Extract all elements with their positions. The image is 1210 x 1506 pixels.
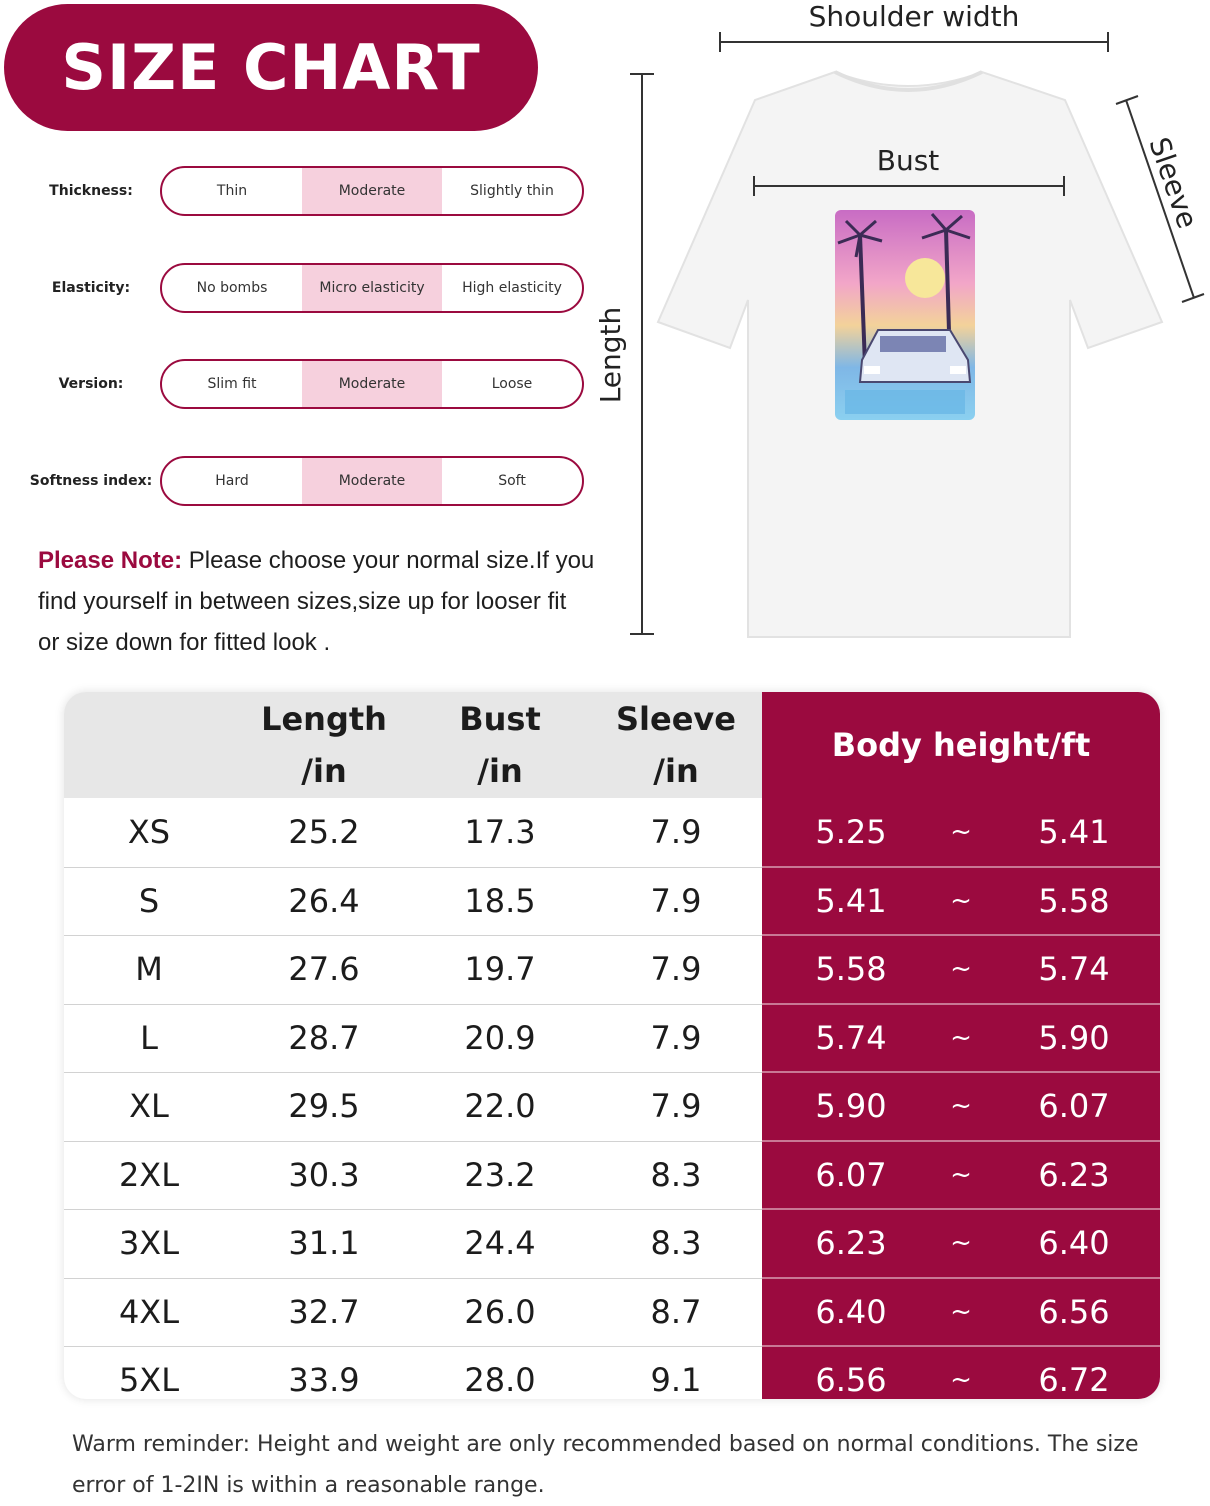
- note-line: find yourself in between sizes,size up for looser fit: [38, 588, 567, 615]
- page-title: SIZE CHART: [61, 31, 481, 104]
- table-cell-tilde: ~: [950, 954, 972, 984]
- table-cell-sleeve: 7.9: [650, 813, 702, 851]
- attr-option: Loose: [491, 376, 533, 392]
- table-cell-size: XS: [127, 813, 171, 851]
- note-line: Please choose your normal size.If you: [182, 547, 595, 574]
- attr-elasticity-scale: [160, 263, 584, 313]
- table-cell-sleeve: 8.3: [650, 1224, 702, 1262]
- table-cell-length: 32.7: [288, 1292, 360, 1331]
- size-note: [38, 540, 598, 663]
- table-cell-length: 30.3: [288, 1155, 360, 1194]
- table-cell-tilde: ~: [950, 817, 972, 847]
- attr-thickness-scale: [160, 166, 584, 216]
- bust-label: Bust: [876, 144, 940, 177]
- attr-label-version: Version:: [58, 376, 124, 392]
- table-cell-sleeve: 7.9: [650, 1018, 702, 1057]
- attr-option-selected: Micro elasticity: [302, 265, 442, 311]
- sleeve-column-header: [586, 692, 766, 798]
- header-line: Length: [261, 700, 387, 738]
- table-cell-tilde: ~: [950, 1159, 972, 1190]
- attr-option: Slim fit: [207, 376, 257, 392]
- header-line: Bust: [459, 700, 541, 738]
- table-cell-bust: 19.7: [464, 950, 536, 988]
- table-cell-size: XL: [129, 1087, 169, 1125]
- reminder-line: Warm reminder: Height and weight are only recommended based on normal conditions. The size: [72, 1432, 1139, 1457]
- body-height-header: Body height/ft: [762, 692, 1160, 798]
- attr-option: Slightly thin: [470, 183, 554, 199]
- table-cell-bust: 24.4: [464, 1224, 536, 1262]
- attr-option-selected: Moderate: [302, 361, 442, 407]
- attr-option: Soft: [498, 473, 526, 489]
- attr-option-selected: Moderate: [302, 168, 442, 214]
- table-cell-tilde: ~: [950, 1022, 972, 1053]
- table-cell-h-max: 5.58: [1038, 881, 1110, 920]
- header-line: /in: [653, 752, 699, 790]
- header-line: /in: [301, 752, 347, 790]
- table-cell-sleeve: 8.3: [650, 1155, 702, 1194]
- attr-option: Thin: [216, 183, 248, 199]
- table-cell-tilde: ~: [950, 1091, 972, 1121]
- table-cell-h-min: 6.56: [815, 1361, 887, 1399]
- table-cell-h-min: 6.07: [815, 1155, 887, 1194]
- table-cell-size: 5XL: [118, 1361, 180, 1399]
- table-cell-tilde: ~: [950, 885, 972, 916]
- note-highlight: Please Note:: [38, 547, 183, 574]
- table-cell-h-max: 6.23: [1038, 1155, 1110, 1194]
- attr-option: No bombs: [196, 280, 268, 296]
- header-line: /in: [477, 752, 523, 790]
- header-line: Sleeve: [616, 700, 736, 738]
- table-cell-h-min: 5.41: [815, 881, 887, 920]
- table-cell-length: 27.6: [288, 950, 360, 988]
- table-cell-sleeve: 8.7: [650, 1292, 702, 1331]
- table-cell-length: 28.7: [288, 1018, 360, 1057]
- attr-option: Hard: [215, 473, 249, 489]
- table-cell-bust: 18.5: [464, 881, 536, 920]
- table-cell-h-min: 5.74: [815, 1018, 887, 1057]
- table-cell-sleeve: 7.9: [650, 881, 702, 920]
- shoulder-measure-line: [712, 30, 1116, 54]
- table-cell-size: 4XL: [118, 1292, 180, 1331]
- table-cell-h-max: 5.41: [1038, 813, 1110, 851]
- size-chart-title-badge: [4, 4, 538, 131]
- table-cell-length: 25.2: [288, 813, 360, 851]
- attr-version-scale: [160, 359, 584, 409]
- table-cell-size: 2XL: [118, 1155, 180, 1194]
- bust-column-header: [410, 692, 590, 798]
- table-cell-bust: 17.3: [464, 813, 536, 851]
- table-cell-size: S: [138, 881, 160, 920]
- table-cell-tilde: ~: [950, 1296, 972, 1327]
- attr-label-softness: Softness index:: [29, 473, 153, 489]
- table-cell-bust: 28.0: [464, 1361, 536, 1399]
- table-cell-length: 29.5: [288, 1087, 360, 1125]
- table-cell-length: 33.9: [288, 1361, 360, 1399]
- attr-option: High elasticity: [462, 280, 562, 296]
- table-cell-h-max: 6.56: [1038, 1292, 1110, 1331]
- attr-label-elasticity: Elasticity:: [51, 280, 131, 296]
- shoulder-width-label: Shoulder width: [808, 0, 1020, 33]
- table-cell-h-min: 5.90: [815, 1087, 887, 1125]
- table-cell-h-max: 6.07: [1038, 1087, 1110, 1125]
- length-column-header: [234, 692, 414, 798]
- size-table: [64, 692, 1160, 1399]
- table-cell-length: 31.1: [288, 1224, 360, 1262]
- table-cell-h-min: 5.58: [815, 950, 887, 988]
- table-cell-sleeve: 7.9: [650, 950, 702, 988]
- attr-softness-scale: [160, 456, 584, 506]
- table-cell-sleeve: 7.9: [650, 1087, 702, 1125]
- reminder-line: error of 1-2IN is within a reasonable range.: [72, 1473, 545, 1498]
- table-cell-h-min: 5.25: [815, 813, 887, 851]
- table-cell-h-max: 5.90: [1038, 1018, 1110, 1057]
- note-line: or size down for fitted look .: [38, 629, 331, 656]
- table-cell-h-min: 6.40: [815, 1292, 887, 1331]
- table-cell-h-max: 6.40: [1038, 1224, 1110, 1262]
- attr-option-selected: Moderate: [302, 458, 442, 504]
- table-cell-h-max: 5.74: [1038, 950, 1110, 988]
- table-cell-size: L: [140, 1018, 158, 1057]
- table-cell-sleeve: 9.1: [650, 1361, 702, 1399]
- table-cell-bust: 20.9: [464, 1018, 536, 1057]
- warm-reminder: [72, 1424, 1172, 1506]
- table-cell-length: 26.4: [288, 881, 360, 920]
- table-cell-h-min: 6.23: [815, 1224, 887, 1262]
- table-cell-bust: 22.0: [464, 1087, 536, 1125]
- table-cell-bust: 23.2: [464, 1155, 536, 1194]
- table-cell-tilde: ~: [950, 1365, 972, 1395]
- table-cell-bust: 26.0: [464, 1292, 536, 1331]
- bust-measure-line: [746, 174, 1072, 198]
- table-cell-size: 3XL: [118, 1224, 180, 1262]
- attr-label-thickness: Thickness:: [49, 183, 133, 199]
- sleeve-label: Sleeve: [1142, 133, 1205, 233]
- table-cell-size: M: [135, 950, 163, 988]
- length-label: Length: [594, 306, 627, 404]
- table-cell-tilde: ~: [950, 1228, 972, 1258]
- car-palm-print-graphic: [835, 210, 975, 420]
- table-cell-h-max: 6.72: [1038, 1361, 1110, 1399]
